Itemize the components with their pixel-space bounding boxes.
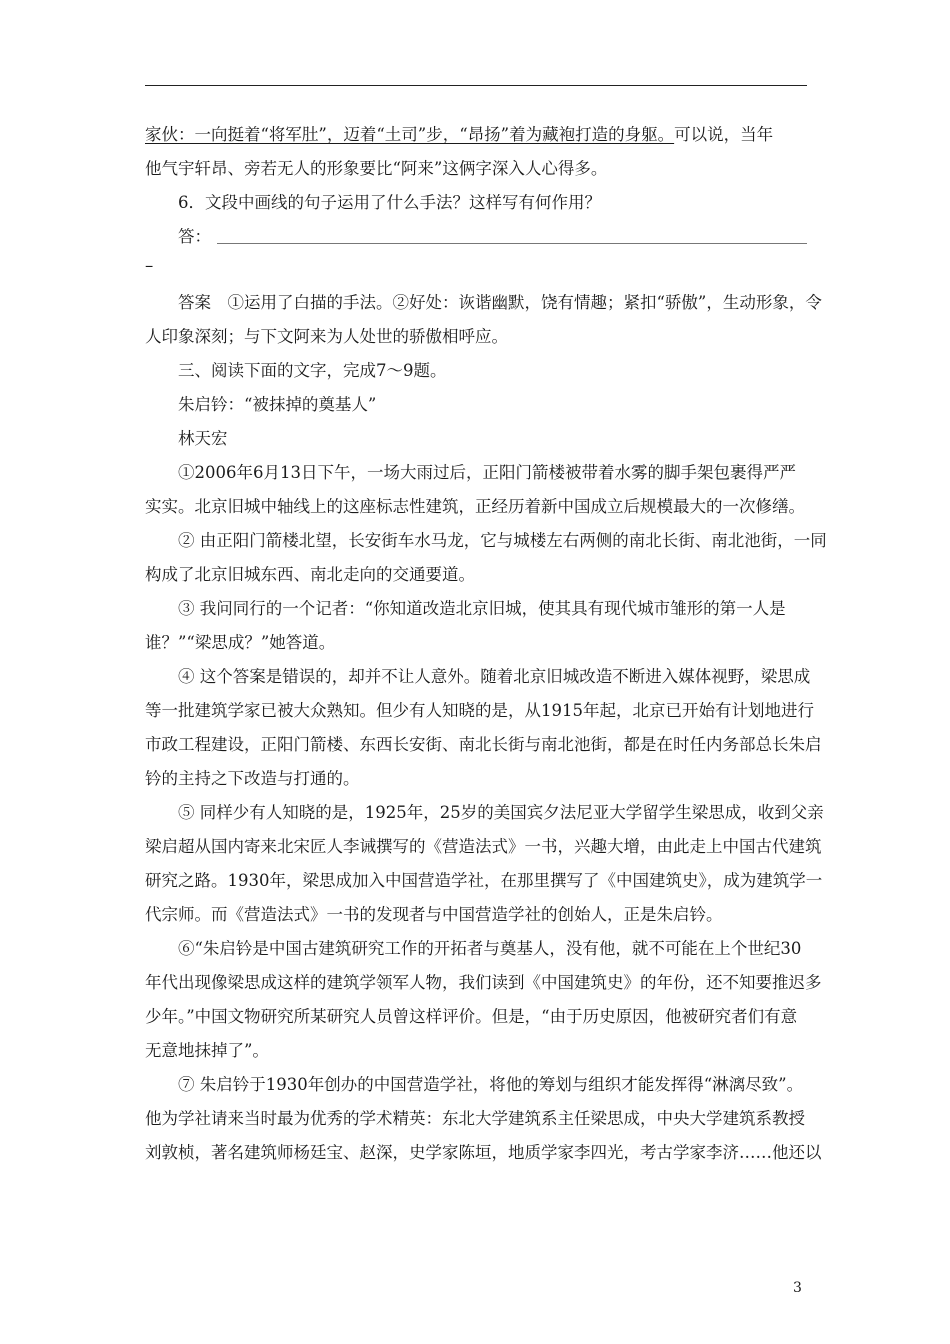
text-line: 他气宇轩昂、旁若无人的形象要比“阿来”这俩字深入人心得多。 [145, 159, 608, 178]
answer-text: 人印象深刻；与下文阿来为人处世的骄傲相呼应。 [145, 327, 508, 346]
answer-blank [145, 220, 807, 254]
underlined-sentence: 家伙：一向挺着“将军肚”，迈着“土司”步，“昂扬”着为藏袍打造的身躯。 [145, 125, 675, 144]
paragraph-4: 等一批建筑学家已被大众熟知。但少有人知晓的是，从1915年起，北京已开始有计划地进行 [145, 701, 814, 720]
paragraph-5: 研究之路。1930年，梁思成加入中国营造学社，在那里撰写了《中国建筑史》，成为建筑学一 [145, 871, 823, 890]
section-heading: 三、阅读下面的文字，完成7～9题。 [178, 361, 447, 380]
paragraph-4: 市政工程建设，正阳门箭楼、东西长安街、南北长街与南北池街，都是在时任内务部总长朱启 [145, 735, 822, 754]
paragraph-3: ③ 我问同行的一个记者：“你知道改造北京旧城，使其具有现代城市雏形的第一人是 [178, 599, 786, 618]
answer-prompt: 答： [178, 227, 211, 246]
paragraph-6: ⑥“朱启钤是中国古建筑研究工作的开拓者与奠基人，没有他，就不可能在上个世纪30 [178, 939, 802, 958]
paragraph-7: 刘敦桢，著名建筑师杨廷宝、赵深，史学家陈垣，地质学家李四光，考古学家李济……他还以 [145, 1143, 822, 1162]
paragraph-7: ⑦ 朱启钤于1930年创办的中国营造学社，将他的筹划与组织才能发挥得“淋漓尽致”。 [178, 1075, 804, 1094]
page-number: 3 [793, 1280, 802, 1296]
article-title: 朱启钤：“被抹掉的奠基人” [178, 395, 377, 414]
header-rule [145, 85, 807, 86]
paragraph-2: ② 由正阳门箭楼北望，长安街车水马龙，它与城楼左右两侧的南北长街、南北池街，一同 [178, 531, 827, 550]
answer-text: 答案 ①运用了白描的手法。②好处：诙谐幽默，饶有情趣；紧扣“骄傲”，生动形象，令 [178, 293, 822, 312]
answer-fill-line [217, 229, 807, 244]
question-6: 6．文段中画线的句子运用了什么手法？这样写有何作用？ [178, 193, 601, 212]
paragraph-3: 谁？”“梁思成？”她答道。 [145, 633, 336, 652]
text-line: 家伙：一向挺着“将军肚”，迈着“土司”步，“昂扬”着为藏袍打造的身躯。可以说，当年 [145, 125, 774, 144]
trailing-dash: – [145, 256, 154, 275]
paragraph-6: 少年。”中国文物研究所某研究人员曾这样评价。但是，“由于历史原因，他被研究者们有意 [145, 1007, 798, 1026]
paragraph-4: 钤的主持之下改造与打通的。 [145, 769, 360, 788]
paragraph-5: 梁启超从国内寄来北宋匠人李诫撰写的《营造法式》一书，兴趣大增，由此走上中国古代建筑 [145, 837, 822, 856]
paragraph-1: ①2006年6月13日下午，一场大雨过后，正阳门箭楼被带着水雾的脚手架包裹得严严 [178, 463, 796, 482]
paragraph-2: 构成了北京旧城东西、南北走向的交通要道。 [145, 565, 475, 584]
article-author: 林天宏 [178, 429, 228, 448]
paragraph-5: ⑤ 同样少有人知晓的是，1925年，25岁的美国宾夕法尼亚大学留学生梁思成，收到父亲 [178, 803, 824, 822]
paragraph-7: 他为学社请来当时最为优秀的学术精英：东北大学建筑系主任梁思成，中央大学建筑系教授 [145, 1109, 805, 1128]
paragraph-5: 代宗师。而《营造法式》一书的发现者与中国营造学社的创始人，正是朱启钤。 [145, 905, 723, 924]
paragraph-4: ④ 这个答案是错误的，却并不让人意外。随着北京旧城改造不断进入媒体视野，梁思成 [178, 667, 811, 686]
paragraph-1: 实实。北京旧城中轴线上的这座标志性建筑，正经历着新中国成立后规模最大的一次修缮。 [145, 497, 805, 516]
document-body [145, 118, 827, 1170]
paragraph-6: 无意地抹掉了”。 [145, 1041, 269, 1060]
paragraph-6: 年代出现像梁思成这样的建筑学领军人物，我们读到《中国建筑史》的年份，还不知要推迟多 [145, 973, 822, 992]
